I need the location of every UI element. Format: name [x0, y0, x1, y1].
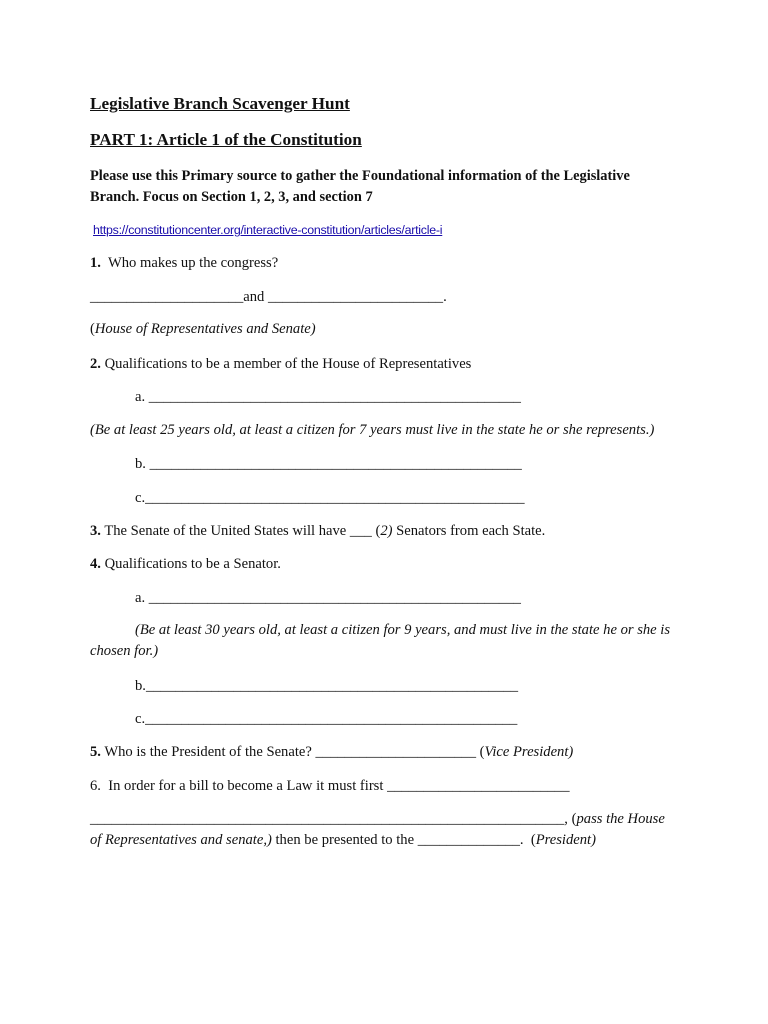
page-title: Legislative Branch Scavenger Hunt [90, 94, 350, 113]
question-number: 1. [90, 255, 101, 271]
question-number: 2. [90, 356, 101, 372]
intro-instructions: Please use this Primary source to gather the Foundational information of the Legislative Branch. Focus on Section 1, 2, 3, and section 7 [90, 168, 630, 205]
question-number: 3. [90, 523, 101, 539]
q6-continuation: of Representatives and senate,) then be presented to the ______________. (President) [90, 832, 596, 848]
q4-blank-c[interactable]: c.___________________________________________________ [135, 711, 518, 727]
q4-answer-key: (Be at least 30 years old, at least a citizen for 9 years, and must live in the state he or she is chosen for.) [90, 622, 671, 659]
question-6: 6. In order for a bill to become a Law it must first _________________________ [90, 778, 570, 794]
q2-blank-a[interactable]: a. ___________________________________________________ [135, 389, 521, 405]
question-number: 5. [90, 744, 101, 760]
q2-answer-key: (Be at least 25 years old, at least a citizen for 7 years must live in the state he or she represents.) [90, 422, 655, 438]
question-number: 4. [90, 556, 101, 572]
q4-blank-a[interactable]: a. ___________________________________________________ [135, 590, 521, 606]
question-3: 3. The Senate of the United States will have ___ (2) Senators from each State. [90, 523, 546, 539]
question-text: Qualifications to be a Senator. [100, 556, 281, 572]
q1-answer-key: (House of Representatives and Senate) [90, 321, 316, 337]
question-1 [90, 254, 278, 272]
q5-answer-key: Vice President) [484, 744, 574, 760]
part1-heading: PART 1: Article 1 of the Constitution [90, 130, 362, 149]
question-text: Qualifications to be a member of the House of Representatives [100, 356, 472, 372]
q6-answer-key-2: President) [535, 832, 596, 848]
question-2 [90, 355, 471, 373]
q2-blank-b[interactable]: b. ___________________________________________________ [135, 456, 522, 472]
question-text: Who makes up the congress? [100, 255, 279, 271]
q3-answer-key: 2) [380, 523, 393, 539]
question-5: 5. Who is the President of the Senate? ______________________ (Vice President) [90, 744, 574, 760]
q1-answer-blanks[interactable]: _____________________and ________________________. [90, 289, 447, 305]
q4-blank-b[interactable]: b.___________________________________________________ [135, 678, 519, 694]
q6-blank-line: _________________________________________________________________, (pass the House [90, 811, 665, 827]
q6-answer-key-1: pass the House [576, 811, 665, 827]
question-4 [90, 555, 281, 573]
article-link[interactable]: https://constitutioncenter.org/interactive-constitution/articles/article-i [93, 223, 443, 237]
q2-blank-c[interactable]: c.____________________________________________________ [135, 490, 525, 506]
